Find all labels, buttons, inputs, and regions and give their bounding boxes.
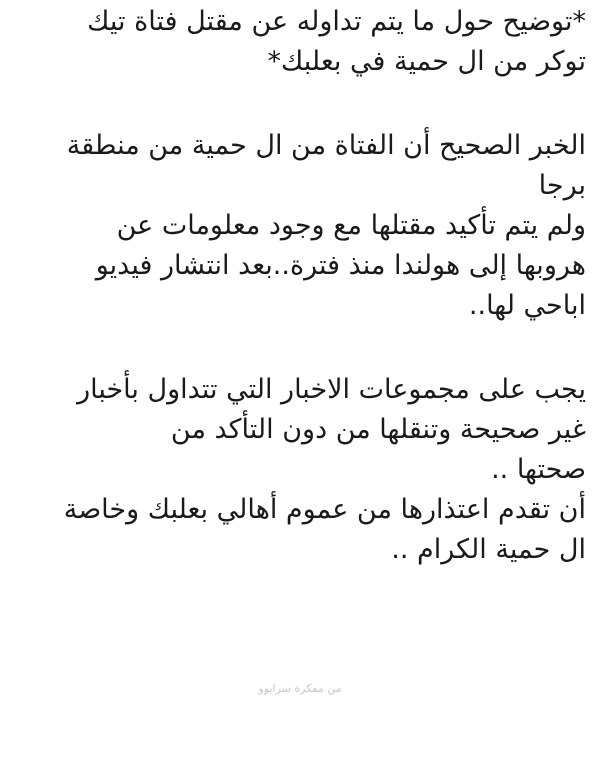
paragraph-gap [10,326,586,370]
note-paragraph-line: برجا [538,170,586,201]
paragraph-gap [10,82,586,126]
note-paragraph-line: يجب على مجموعات الاخبار التي تتداول بأخبار [77,374,586,405]
note-paragraph-line: ولم يتم تأكيد مقتلها مع وجود معلومات عن [116,210,586,241]
note-text [10,2,586,570]
note-paragraph-line: أن تقدم اعتذارها من عموم أهالي بعلبك وخاصة [63,494,586,525]
footer-watermark: من مفكرة سرابوو [258,682,342,695]
note-paragraph-line: الخبر الصحيح أن الفتاة من ال حمية من منطقة [66,130,586,161]
note-paragraph-line: غير صحيحة وتنقلها من دون التأكد من [170,414,586,445]
note-heading-line: توكر من ال حمية في بعلبك* [267,46,586,77]
note-paragraph-line: صحتها .. [491,454,586,485]
note-paragraph-line: ال حمية الكرام .. [391,534,586,565]
note-paragraph-line: هروبها إلى هولندا منذ فترة..بعد انتشار فيديو [95,250,586,281]
note-heading-line: *توضيح حول ما يتم تداوله عن مقتل فتاة تيك [87,6,586,37]
note-paragraph-line: اباحي لها.. [468,290,586,321]
